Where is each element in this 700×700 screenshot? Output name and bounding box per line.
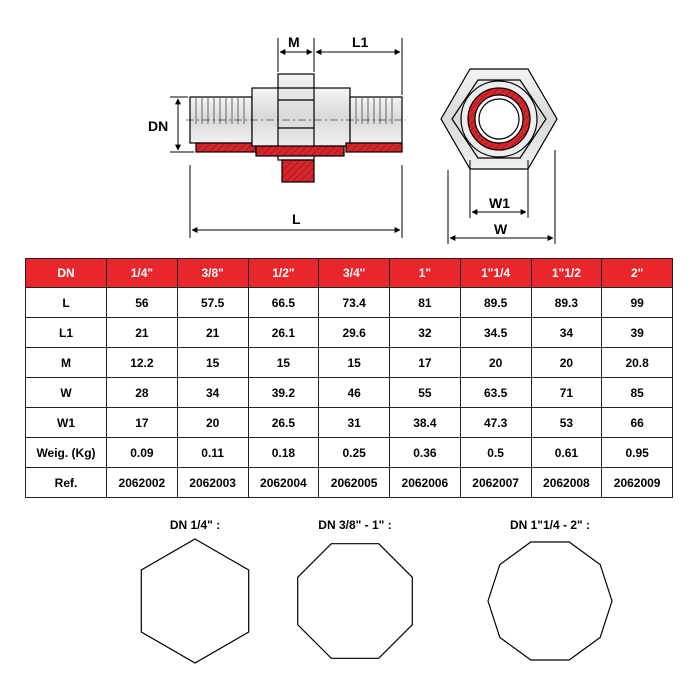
- table-row: [26, 288, 673, 318]
- header-cell: 1/4": [107, 259, 178, 288]
- table-cell: 29.6: [319, 318, 390, 348]
- table-cell: 34.5: [460, 318, 531, 348]
- table-cell: 39.2: [248, 378, 319, 408]
- table-cell: 56: [107, 288, 178, 318]
- table-cell: 99: [602, 288, 673, 318]
- table-cell: 89.3: [531, 288, 602, 318]
- table-row: [26, 348, 673, 378]
- table-row: [26, 408, 673, 438]
- table-cell: 0.18: [248, 438, 319, 468]
- row-label: M: [26, 348, 107, 378]
- table-cell: 38.4: [390, 408, 461, 438]
- decagon-outline: [485, 536, 615, 666]
- table-row: [26, 468, 673, 498]
- header-cell: 3/4": [319, 259, 390, 288]
- nut-polygon: [298, 544, 413, 659]
- octagon-outline: [290, 536, 420, 666]
- header-cell: 2": [602, 259, 673, 288]
- row-label: L: [26, 288, 107, 318]
- table-cell: 0.36: [390, 438, 461, 468]
- shape-caption: DN 1/4" :: [169, 518, 221, 532]
- table-cell: 20: [531, 348, 602, 378]
- table-cell: 89.5: [460, 288, 531, 318]
- table-cell: 32: [390, 318, 461, 348]
- table-cell: 57.5: [177, 288, 248, 318]
- table-row: [26, 438, 673, 468]
- union-side-view: [186, 74, 406, 182]
- shape-octagon-block: [275, 518, 435, 671]
- table-cell: 63.5: [460, 378, 531, 408]
- header-cell: 3/8": [177, 259, 248, 288]
- dim-label-m: M: [288, 34, 300, 50]
- header-cell: DN: [26, 259, 107, 288]
- table-cell: 2062002: [107, 468, 178, 498]
- table-cell: 2062003: [177, 468, 248, 498]
- dim-label-w: W: [494, 221, 508, 237]
- table-cell: 66.5: [248, 288, 319, 318]
- table-cell: 39: [602, 318, 673, 348]
- table-cell: 2062006: [390, 468, 461, 498]
- table-cell: 0.25: [319, 438, 390, 468]
- table-cell: 0.11: [177, 438, 248, 468]
- nut-polygon: [141, 539, 248, 663]
- row-label: W: [26, 378, 107, 408]
- table-cell: 34: [177, 378, 248, 408]
- header-cell: 1"1/2: [531, 259, 602, 288]
- table-cell: 53: [531, 408, 602, 438]
- table-cell: 31: [319, 408, 390, 438]
- table-cell: 34: [531, 318, 602, 348]
- table-cell: 66: [602, 408, 673, 438]
- row-label: W1: [26, 408, 107, 438]
- hexagon-outline: [130, 536, 260, 666]
- shape-hexagon-block: [115, 518, 275, 671]
- union-end-view: [441, 69, 557, 169]
- table-cell: 28: [107, 378, 178, 408]
- table-cell: 0.5: [460, 438, 531, 468]
- header-cell: 1"1/4: [460, 259, 531, 288]
- table-cell: 20: [177, 408, 248, 438]
- table-cell: 17: [390, 348, 461, 378]
- table-cell: 73.4: [319, 288, 390, 318]
- table-cell: 12.2: [107, 348, 178, 378]
- row-label: Ref.: [26, 468, 107, 498]
- dim-label-w1: W1: [489, 195, 510, 211]
- table-cell: 55: [390, 378, 461, 408]
- table-cell: 21: [177, 318, 248, 348]
- table-cell: 2062005: [319, 468, 390, 498]
- technical-drawing: [0, 0, 700, 260]
- table-header-row: [26, 259, 673, 288]
- table-cell: 20.8: [602, 348, 673, 378]
- shape-caption: DN 1"1/4 - 2" :: [509, 518, 591, 532]
- header-cell: 1/2": [248, 259, 319, 288]
- row-label: L1: [26, 318, 107, 348]
- table-cell: 81: [390, 288, 461, 318]
- row-label: Weig. (Kg): [26, 438, 107, 468]
- shape-caption: DN 3/8" - 1" :: [318, 518, 392, 532]
- shape-decagon-block: [470, 518, 630, 671]
- table-cell: 2062009: [602, 468, 673, 498]
- table-cell: 85: [602, 378, 673, 408]
- dim-label-l1: L1: [352, 34, 369, 50]
- table-cell: 2062007: [460, 468, 531, 498]
- dim-label-dn: DN: [148, 118, 169, 134]
- table-cell: 15: [177, 348, 248, 378]
- table-cell: 46: [319, 378, 390, 408]
- table-cell: 15: [319, 348, 390, 378]
- table-cell: 71: [531, 378, 602, 408]
- table-cell: 0.95: [602, 438, 673, 468]
- table-cell: 0.61: [531, 438, 602, 468]
- dim-label-l: L: [292, 211, 301, 227]
- table-cell: 2062008: [531, 468, 602, 498]
- spec-table: [25, 258, 673, 498]
- table-cell: 47.3: [460, 408, 531, 438]
- table-cell: 21: [107, 318, 178, 348]
- table-cell: 0.09: [107, 438, 178, 468]
- table-cell: 15: [248, 348, 319, 378]
- table-cell: 2062004: [248, 468, 319, 498]
- table-row: [26, 318, 673, 348]
- table-cell: 26.5: [248, 408, 319, 438]
- header-cell: 1": [390, 259, 461, 288]
- table-row: [26, 378, 673, 408]
- table-cell: 20: [460, 348, 531, 378]
- table-cell: 17: [107, 408, 178, 438]
- table-cell: 26.1: [248, 318, 319, 348]
- nut-polygon: [488, 542, 612, 660]
